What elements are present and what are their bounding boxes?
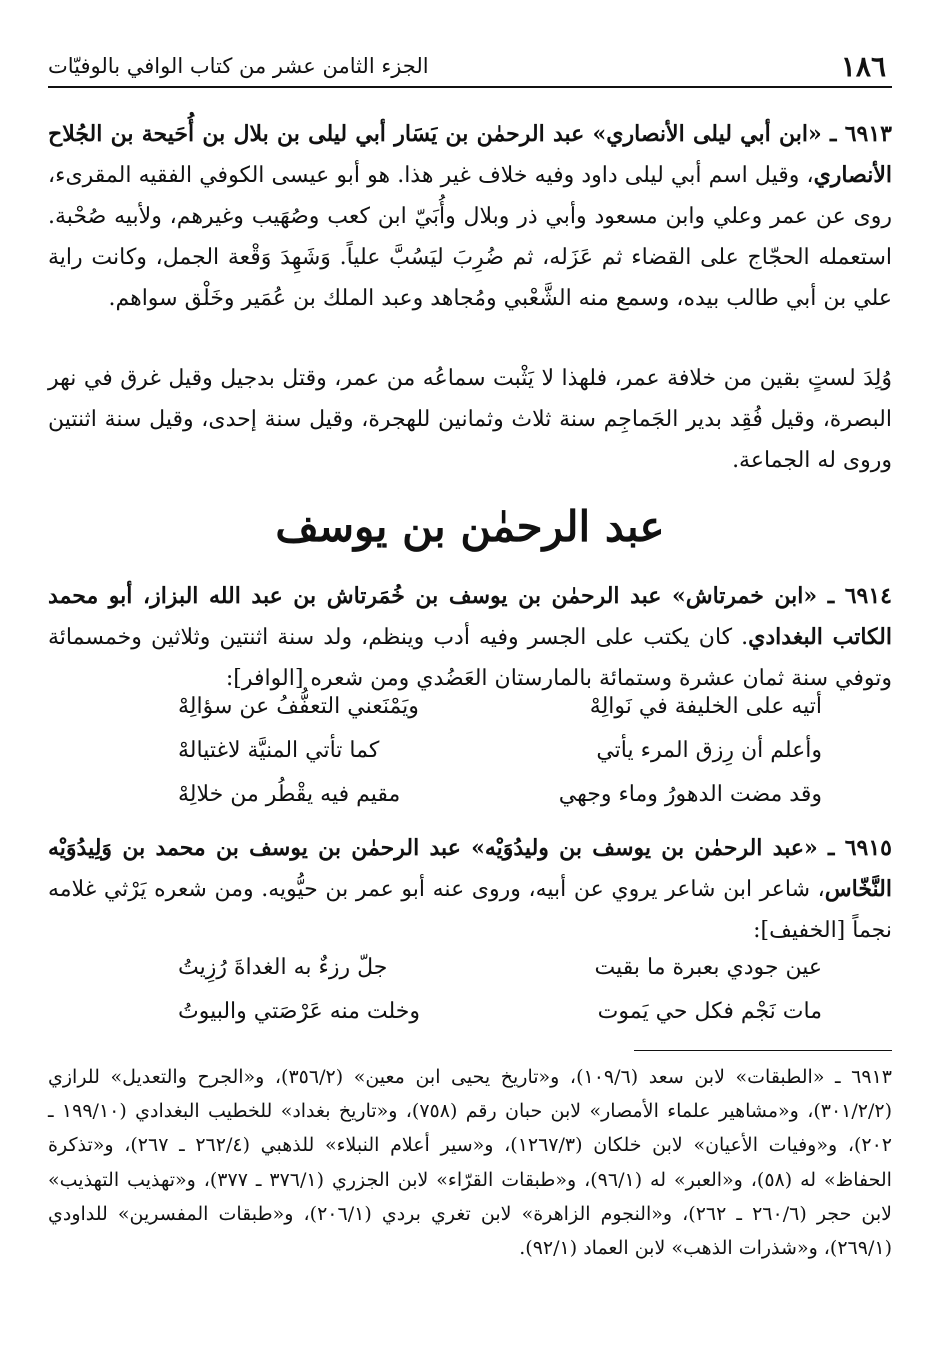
running-header bbox=[48, 46, 892, 88]
entry-6913 bbox=[48, 114, 892, 319]
verse-line bbox=[138, 999, 822, 1043]
verse-line bbox=[138, 955, 822, 999]
running-title: الجزء الثامن عشر من كتاب الوافي بالوفيّات bbox=[48, 54, 429, 78]
verse-line bbox=[138, 738, 822, 782]
entry-6913-body: ، وقيل اسم أبي ليلى داود وفيه خلاف غير هذا. هو أبو عيسى الكوفي الفقيه المقرىء، روى عن عمر وعلي وابن مسعود وأبي ذر وبلال وأُبَيّ ابن كعب وصُهَيب وغيرهم، ولأبيه صُحْبة. استعمله الحجّاج على القضاء ثم عَزَله، ثم ضُرِبَ ليَسُبَّ علياً. وَشَهِدَ وَقْعة الجمل، وكانت راية علي بن أبي طالب بيده، وسمع منه الشَّعْبي ومُجاهد وعبد الملك بن عُمَير وخَلْق سواهم. bbox=[48, 163, 892, 311]
entry-6914 bbox=[48, 576, 892, 699]
verse-first-hemistich: أتيه على الخليفة في نَوالِهْ bbox=[589, 694, 822, 719]
verse-second-hemistich: ويَمْنَعني التعفُّفُ عن سؤالِهْ bbox=[178, 694, 419, 719]
footnote: ٦٩١٣ ـ «الطبقات» لابن سعد (١٠٩/٦)، و«تاريخ يحيى ابن معين» (٣٥٦/٢)، و«الجرح والتعديل» للرازي (٣٠١/٢/٢)، و«مشاهير علماء الأمصار» لابن حبان رقم (٧٥٨)، و«تاريخ بغداد» للخطيب البغدادي (١٩٩/١٠ ـ ٢٠٢)، و«وفيات الأعيان» لابن خلكان (١٢٦٧/٣)، و«سير أعلام النبلاء» للذهبي (٢٦٢/٤ ـ ٢٦٧)، و«تذكرة الحفاظ» له (٥٨)، و«العبر» له (٩٦/١)، و«طبقات القرّاء» لابن الجزري (٣٧٦/١ ـ ٣٧٧)، و«تهذيب التهذيب» لابن حجر (٢٦٠/٦ ـ ٢٦٢)، و«النجوم الزاهرة» لابن تغري بردي (٢٠٦/١)، و«طبقات المفسرين» للداودي (٢٦٩/١)، و«شذرات الذهب» لابن العماد (٩٢/١). bbox=[48, 1066, 892, 1260]
entry-6915 bbox=[48, 828, 892, 951]
verse-second-hemistich: وخلت منه عَرْصَتي والبيوتُ bbox=[178, 999, 421, 1024]
verse-second-hemistich: مقيم فيه يقْطُر من خلالِهْ bbox=[178, 782, 401, 807]
page-number: ١٨٦ bbox=[840, 50, 886, 83]
entry-6915-body: ، شاعر ابن شاعر يروي عن أبيه، وروى عنه أبو عمر بن حيُّويه. ومن شعره يَرْثي غلامه نجماً [الخفيف]: bbox=[48, 877, 892, 943]
entry-6914-body: . كان يكتب على الجسر وفيه أدب وينظم، ولد سنة اثنتين وثلاثين وخمسمائة وتوفي سنة ثمان عشرة وستمائة بالمارستان العَضُدي ومن شعره [الوافر]: bbox=[48, 625, 892, 691]
entry-6915-heading: ٦٩١٥ ـ «عبد الرحمٰن بن يوسف بن وليدُوَيْه» عبد الرحمٰن بن يوسف بن محمد بن وَلِيدُوَيْه النَّخّاس bbox=[48, 835, 892, 902]
verse-first-hemistich: مات نَجْم فكل حي يَموت bbox=[597, 999, 822, 1024]
verse-first-hemistich: وأعلم أن رِزق المرء يأتي bbox=[596, 738, 822, 763]
section-heading: عبد الرحمٰن بن يوسف bbox=[275, 502, 665, 551]
footnote-divider bbox=[634, 1050, 892, 1051]
entry-6914-heading: ٦٩١٤ ـ «ابن خمرتاش» عبد الرحمٰن بن يوسف بن خُمَرتاش بن عبد الله البزاز، أبو محمد الكاتب البغدادي bbox=[48, 583, 892, 650]
verse-line bbox=[138, 782, 822, 826]
entry-6913-heading: ٦٩١٣ ـ «ابن أبي ليلى الأنصاري» عبد الرحمٰن بن يَسَار أبي ليلى بن بلال بن أُحَيحة بن الجُلاح الأنصاري bbox=[48, 121, 892, 188]
verse-first-hemistich: عين جودي بعبرة ما بقيت bbox=[594, 955, 822, 980]
verse-line bbox=[138, 694, 822, 738]
verse-first-hemistich: وقد مضت الدهورُ وماء وجهي bbox=[558, 782, 822, 807]
verse-second-hemistich: جلّ رزءٌ به الغداةَ رُزِيتُ bbox=[178, 955, 388, 980]
verse-second-hemistich: كما تأتي المنيَّة لاغتيالهْ bbox=[178, 738, 380, 763]
book-page bbox=[48, 0, 892, 1370]
entry-6913-paragraph-2: وُلِدَ لستٍ بقين من خلافة عمر، فلهذا لا يَثْبت سماعُه من عمر، وقتل بدجيل وقيل غرق في نهر البصرة، وقيل فُقِد بدير الجَماجِم سنة ثلاث وثمانين للهجرة، وقيل سنة إحدى، وقيل سنة اثنتين وروى له الجماعة. bbox=[48, 366, 892, 473]
